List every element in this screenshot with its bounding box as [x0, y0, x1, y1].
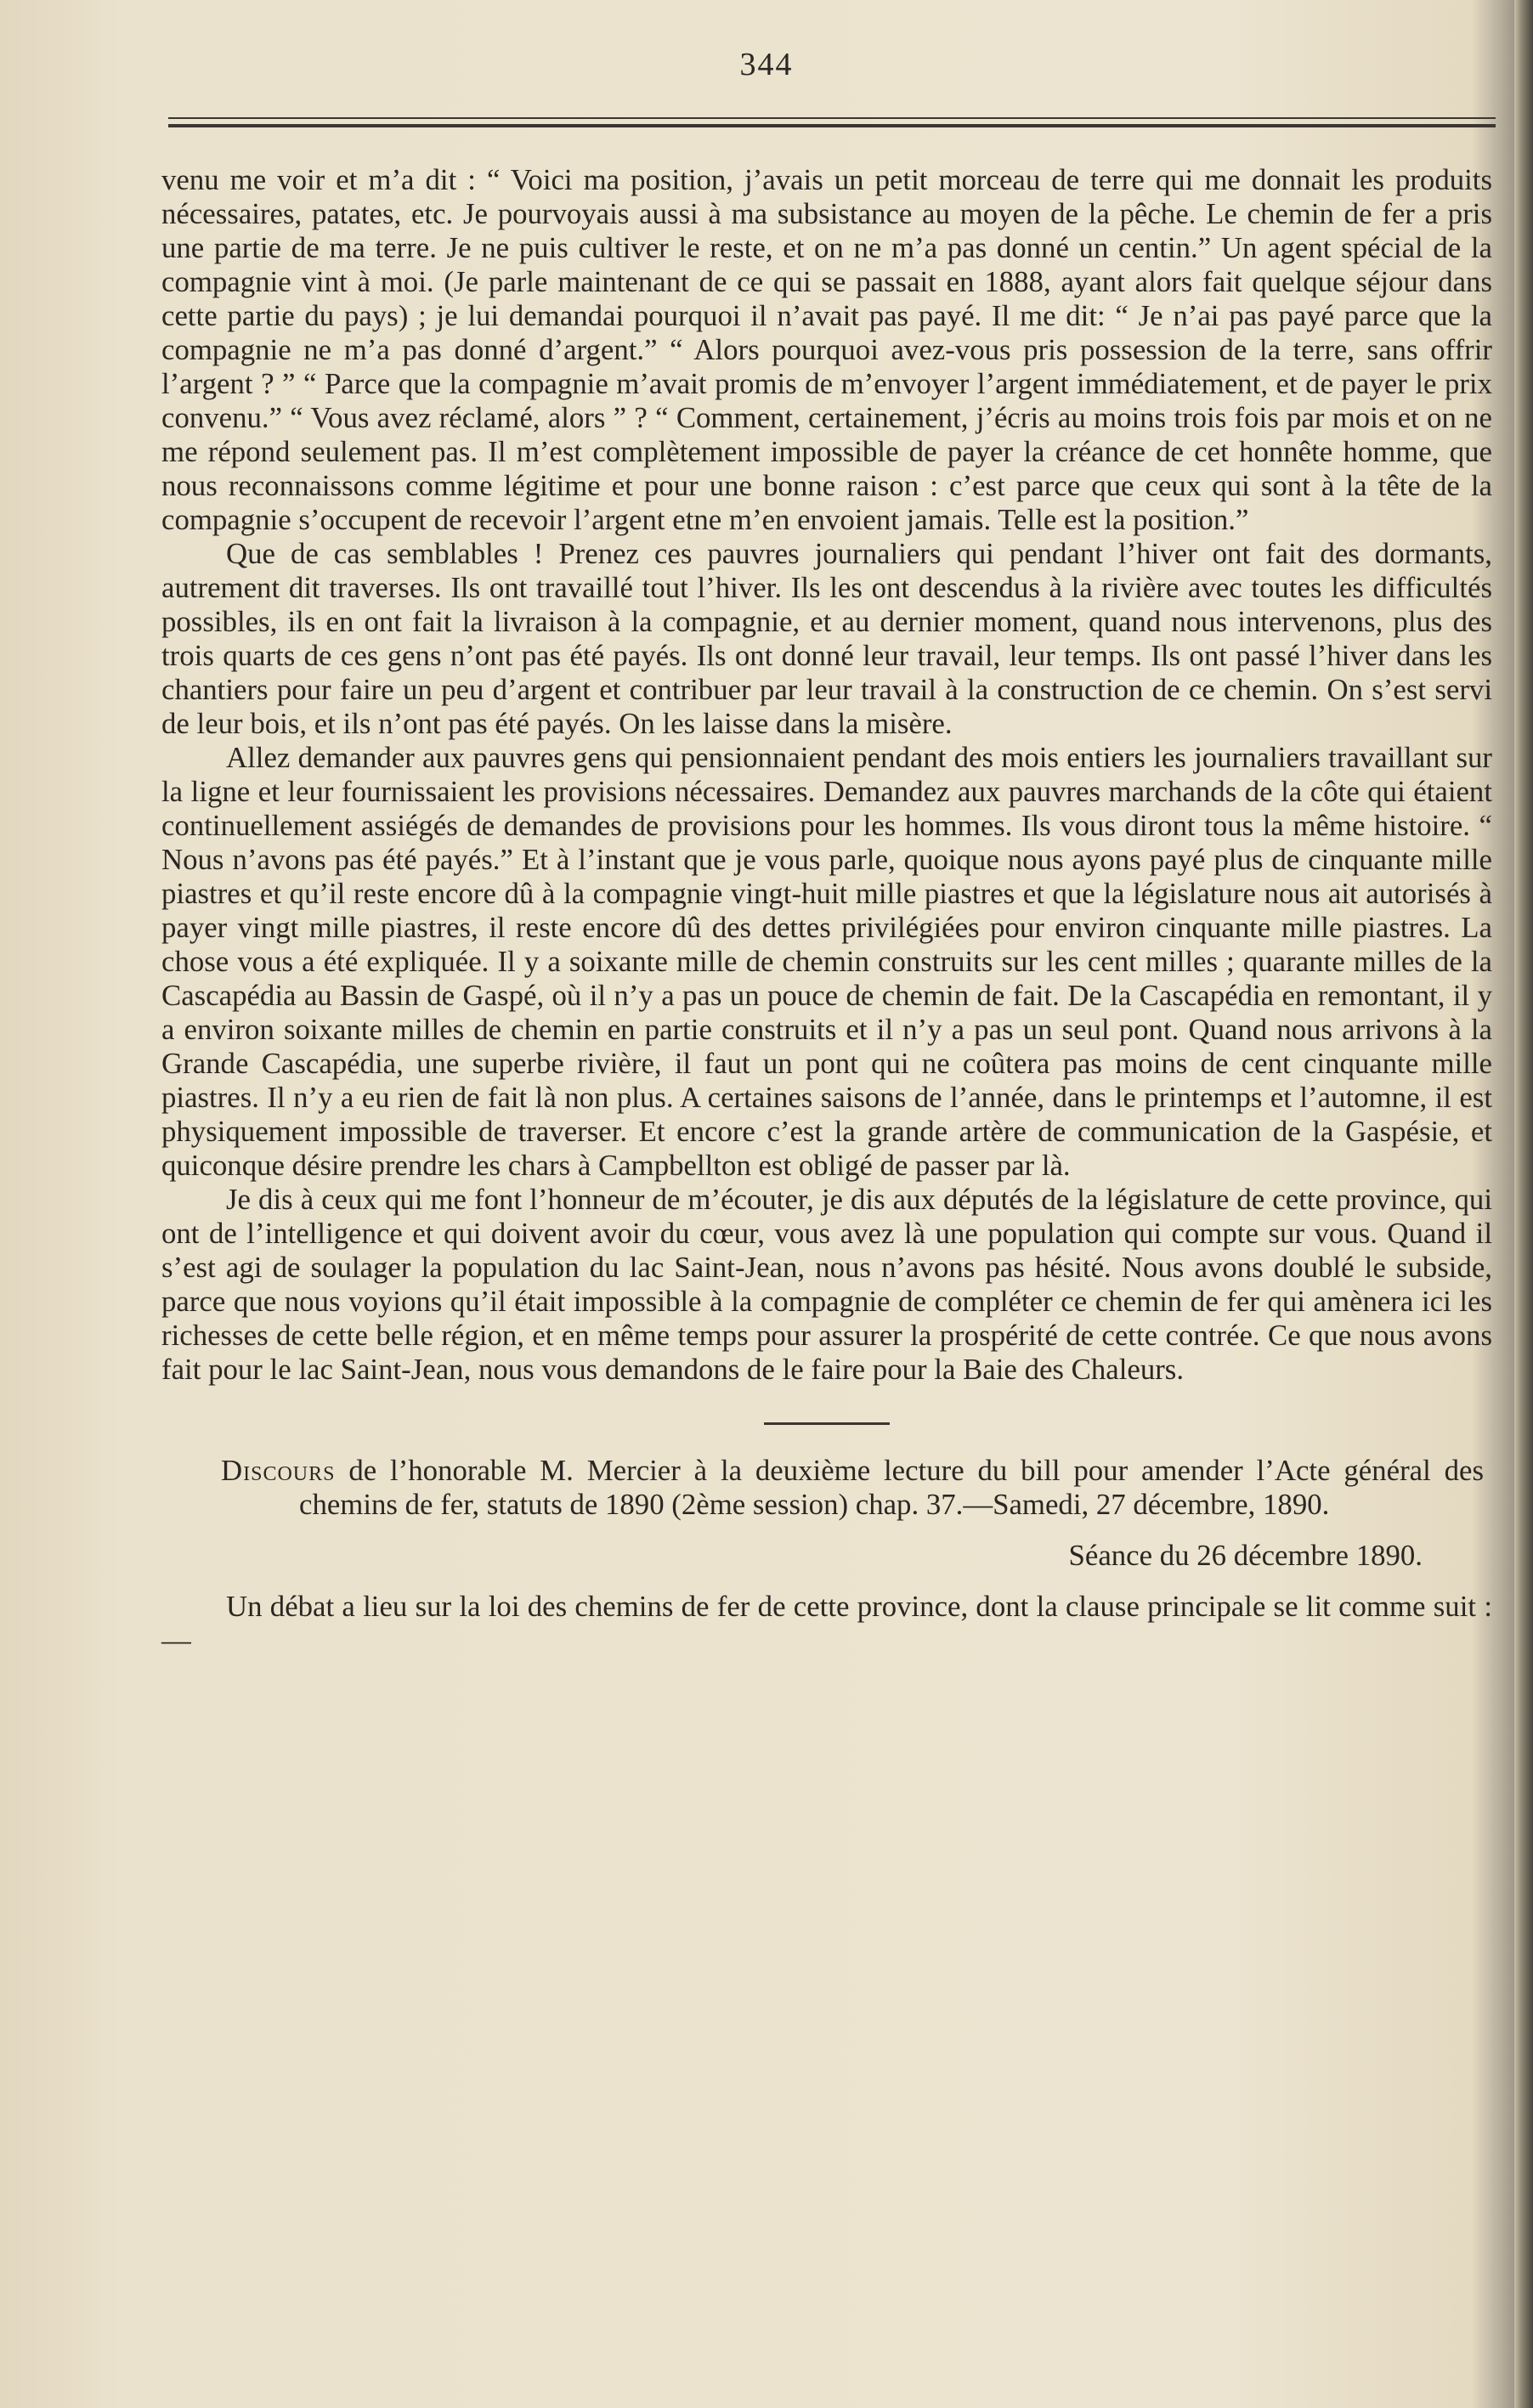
header-rule-thin: [168, 117, 1496, 119]
paragraph-4: Je dis à ceux qui me font l’honneur de m’écouter, je dis aux députés de la législature de cette province, qui ont de l’intelligence et qui doivent avoir du cœur, vous avez là une population qui compte sur vous. Quand il s’est agi de soulager la population du lac Saint-Jean, nous n’avons pas hésité. Nous avons doublé le subside, parce que nous voyions qu’il était impossible à la compagnie de compléter ce chemin de fer qui amènera ici les richesses de cette belle région, et en même temps pour assurer la prospérité de cette contrée. Ce que nous avons fait pour le lac Saint-Jean, nous vous demandons de le faire pour la Baie des Chaleurs.: [161, 1183, 1492, 1386]
page-number: 344: [739, 47, 794, 82]
section-separator: [764, 1422, 890, 1425]
header-rule-thick: [168, 124, 1496, 127]
speech-heading-smallcaps: Discours: [221, 1454, 336, 1487]
book-spine-shadow: [1514, 0, 1533, 2408]
closing-paragraph: Un débat a lieu sur la loi des chemins de fer de cette province, dont la clause principale se lit comme suit :—: [161, 1590, 1492, 1657]
body-text: [161, 163, 1492, 1658]
paragraph-2: Que de cas semblables ! Prenez ces pauvres journaliers qui pendant l’hiver ont fait des dormants, autrement dit traverses. Ils ont travaillé tout l’hiver. Ils les ont descendus à la rivière avec toutes les difficultés possibles, ils en ont fait la livraison à la compagnie, et au dernier moment, quand nous intervenons, plus des trois quarts de ces gens n’ont pas été payés. Ils ont donné leur travail, leur temps. Ils ont passé l’hiver dans les chantiers pour faire un peu d’argent et contribuer par leur travail à la construction de ce chemin. On s’est servi de leur bois, et ils n’ont pas été payés. On les laisse dans la misère.: [161, 537, 1492, 740]
paragraph-1: venu me voir et m’a dit : “ Voici ma position, j’avais un petit morceau de terre qui me donnait les produits nécessaires, patates, etc. Je pourvoyais aussi à ma subsistance au moyen de la pêche. Le chemin de fer a pris une partie de ma terre. Je ne puis cultiver le reste, et on ne m’a pas donné un centin.” Un agent spécial de la compagnie vint à moi. (Je parle maintenant de ce qui se passait en 1888, ayant alors fait quelque séjour dans cette partie du pays) ; je lui demandai pourquoi il n’avait pas payé. Il me dit: “ Je n’ai pas payé parce que la compagnie ne m’a pas donné d’argent.” “ Alors pourquoi avez-vous pris possession de la terre, sans offrir l’argent ? ” “ Parce que la compagnie m’avait promis de m’envoyer l’argent immédiatement, et de payer le prix convenu.” “ Vous avez réclamé, alors ” ? “ Comment, certainement, j’écris au moins trois fois par mois et on ne me répond seulement pas. Il m’est complètement impossible de payer la créance de cet honnête homme, que nous reconnaissons comme légitime et pour une bonne raison : c’est parce que ceux qui sont à la tête de la compagnie s’occupent de recevoir l’argent etne m’en envoient jamais. Telle est la position.”: [161, 163, 1492, 536]
speech-heading: [221, 1454, 1484, 1522]
session-date: Séance du 26 décembre 1890.: [1068, 1539, 1423, 1572]
speech-heading-rest: de l’honorable M. Mercier à la deuxième lecture du bill pour amender l’Acte général des chemins de fer, statuts de 1890 (2ème session) chap. 37.—Samedi, 27 décembre, 1890.: [299, 1454, 1484, 1521]
paragraph-3: Allez demander aux pauvres gens qui pensionnaient pendant des mois entiers les journaliers travaillant sur la ligne et leur fournissaient les provisions nécessaires. Demandez aux pauvres marchands de la côte qui étaient continuellement assiégés de demandes de provisions pour les hommes. Ils vous diront tous la même histoire. “ Nous n’avons pas été payés.” Et à l’instant que je vous parle, quoique nous ayons payé plus de cinquante mille piastres et qu’il reste encore dû à la compagnie vingt-huit mille piastres et que la législature nous ait autorisés à payer vingt mille piastres, il reste encore dû des dettes privilégiées pour environ cinquante mille piastres. La chose vous a été expliquée. Il y a soixante mille de chemin construits sur les cent milles ; quarante milles de la Cascapédia au Bassin de Gaspé, où il n’y a pas un pouce de chemin de fait. De la Cascapédia en remontant, il y a environ soixante milles de chemin en partie construits et il n’y a pas un seul pont. Quand nous arrivons à la Grande Cascapédia, une superbe rivière, il faut un pont qui ne coûtera pas moins de cent cinquante mille piastres. Il n’y a eu rien de fait là non plus. A certaines saisons de l’année, dans le printemps et l’automne, il est physiquement impossible de traverser. Et encore c’est la grande artère de communication de la Gaspésie, et quiconque désire prendre les chars à Campbellton est obligé de passer par là.: [161, 741, 1492, 1182]
